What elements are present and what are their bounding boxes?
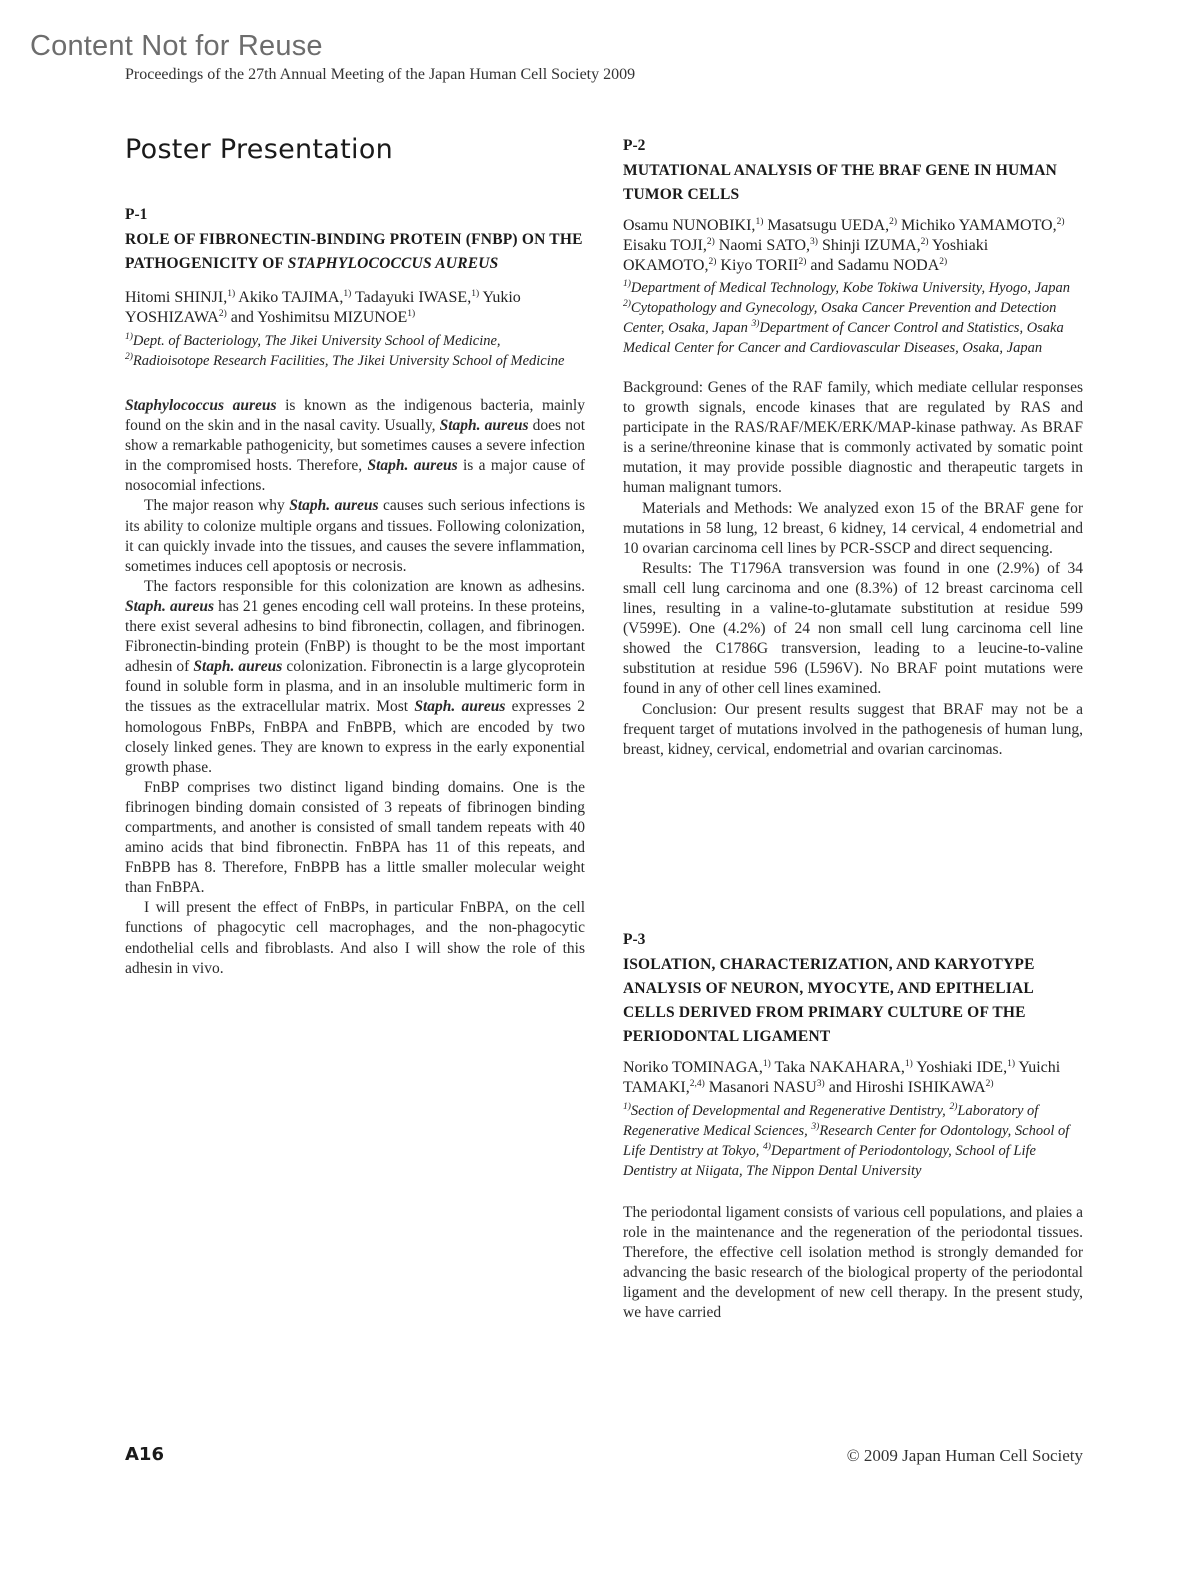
page-number: A16 [125,1444,164,1465]
affiliation-text: Laboratory of Regenerative Medical Sciences, [623,1103,1039,1139]
author-affiliation-mark: 2) [889,217,898,227]
affiliation-text: Cytopathology and Gynecology, Osaka Cancer Prevention and Detection Center, Osaka, Japan [623,300,1057,336]
author-name: Yuichi TAMAKI, [623,1059,1061,1096]
author-affiliation-mark: 2) [1056,217,1065,227]
affiliation-list [623,1101,1083,1181]
author-affiliation-mark: 1) [343,289,352,299]
author-name: and Hiroshi ISHIKAWA [828,1079,986,1096]
paragraph [623,559,1083,700]
author-affiliation-mark: 2) [985,1079,994,1089]
author-name: Hitomi SHINJI, [125,289,228,306]
watermark: Content Not for Reuse [30,30,323,62]
author-affiliation-mark: 2,4) [689,1079,705,1089]
paragraph [623,700,1083,760]
abstract-body [623,378,1083,760]
abstract-p1 [125,206,585,979]
affiliation-text: Dept. of Bacteriology, The Jikei University School of Medicine, [132,333,501,349]
affiliation-mark: 1) [125,332,133,342]
affiliation-mark: 2) [623,299,631,309]
author-affiliation-mark: 1) [762,1059,771,1069]
author-affiliation-mark: 2) [920,237,929,247]
species-name: Staph. aureus [367,457,458,475]
author-name: Tadayuki IWASE, [355,289,472,306]
affiliation-text: Department of Cancer Control and Statistics, Osaka Medical Center for Cancer and Cardiovascular Diseases, Osaka, Japan [623,320,1064,356]
author-name: Masatsugu UEDA, [767,217,890,234]
title-main: ISOLATION, CHARACTERIZATION, AND KARYOTYPE ANALYSIS OF NEURON, MYOCYTE, AND EPITHELIAL CELLS DERIVED FROM PRIMARY CULTURE OF THE PERIODONTAL LIGAMENT [623,956,1035,1045]
author-list [623,216,1083,276]
author-name: Yoshiaki OKAMOTO, [623,237,989,274]
affiliation-text: Department of Periodontology, School of Life Dentistry at Niigata, The Nippon Dental University [623,1143,1036,1179]
text-run: causes such serious infections is its ability to colonize multiple organs and tissues. Following colonization, it can quickly invade into the tissues, and causes the severe inflammation, sometimes induces cell apoptosis or necrosis. [125,497,585,575]
abstract-id: P-1 [125,206,148,223]
affiliation-text: Department of Medical Technology, Kobe Tokiwa University, Hyogo, Japan [630,280,1071,296]
text-run: Conclusion: Our present results suggest that BRAF may not be a frequent target of mutations involved in the pathogenesis of human lung, breast, kidney, cervical, endometrial and ovarian carcinomas. [623,700,1083,758]
author-affiliation-mark: 3) [810,237,818,247]
text-run: I will present the effect of FnBPs, in particular FnBPA, on the cell functions of phagocytic cell macrophages, and the non-phagocytic endothelial cells and fibroblasts. And also I will show the role of this adhesin in vivo. [125,899,585,977]
affiliation-mark: 3) [811,1122,820,1132]
author-affiliation-mark: 2) [218,309,227,319]
title-main: ROLE OF FIBRONECTIN-BINDING PROTEIN (FNBP) ON THE PATHOGENICITY OF [125,231,583,272]
title-italic: STAPHYLOCOCCUS AUREUS [287,255,499,272]
author-affiliation-mark: 1) [1007,1059,1015,1069]
running-head: Proceedings of the 27th Annual Meeting of the Japan Human Cell Society 2009 [125,66,636,83]
text-run: does not show a remarkable pathogenicity, but sometimes causes a severe infection in the compromised hosts. Therefore, [125,417,586,475]
author-name: Taka NAKAHARA, [774,1059,905,1076]
affiliation-mark: 2) [949,1102,958,1112]
paragraph [125,396,585,496]
species-name: Staph. aureus [125,597,214,615]
author-name: Michiko YAMAMOTO, [901,217,1057,234]
author-name: and Sadamu NODA [810,257,940,274]
affiliation-mark: 3) [751,319,760,329]
author-name: Osamu NUNOBIKI, [623,217,756,234]
author-affiliation-mark: 1) [755,217,764,227]
abstract-title [623,159,1083,207]
species-name: Staph. aureus [289,497,379,515]
text-run: The factors responsible for this colonization are known as adhesins. [144,577,585,595]
author-name: Eisaku TOJI, [623,237,707,254]
paragraph [623,499,1083,559]
species-name: Staph. aureus [439,417,529,435]
author-affiliation-mark: 2) [798,257,807,267]
affiliation-text: Research Center for Odontology, School of Life Dentistry at Tokyo, [623,1123,1070,1159]
abstract-title [623,953,1083,1049]
text-run: colonization. Fibronectin is a large glycoprotein found in soluble form in plasma, and in an insoluble multimeric form in the tissues as the extracellular matrix. Most [125,658,585,716]
abstract-id: P-3 [623,931,646,948]
text-run: is a major cause of nosocomial infections. [125,457,585,495]
paragraph [623,378,1083,499]
author-affiliation-mark: 1) [471,289,480,299]
abstract-p3 [623,931,1083,1324]
abstract-p2 [623,137,1083,760]
author-affiliation-mark: 2) [708,257,717,267]
author-name: Akiko TAJIMA, [238,289,344,306]
author-affiliation-mark: 1) [904,1059,913,1069]
title-main: MUTATIONAL ANALYSIS OF THE BRAF GENE IN HUMAN TUMOR CELLS [623,162,1058,203]
species-name: Staphylococcus aureus [125,397,277,414]
species-name: Staph. aureus [414,698,506,716]
text-run: Results: The T1796A transversion was found in one (2.9%) of 34 small cell lung carcinoma and one (8.3%) of 12 breast carcinoma cell lines, resulting in a valine-to-glutamate substitution at residue 599 (V599E). One (4.2%) of 24 non small cell lung carcinoma cell line showed the C1786G transversion, leading to a leucine-to-valine substitution at residue 596 (L596V). No BRAF point mutations were found in any of other cell lines examined. [623,559,1083,698]
text-run: The major reason why [144,497,290,515]
author-name: Masanori NASU [708,1079,817,1096]
affiliation-list [125,331,585,371]
author-name: Shinji IZUMA, [821,237,921,254]
author-name: Naomi SATO, [718,237,811,254]
abstract-id: P-2 [623,137,646,154]
abstract-body [125,396,585,979]
text-run: Background: Genes of the RAF family, which mediate cellular responses to growth signals, encode kinases that are regulated by RAS and participate in the RAS/RAF/MEK/ERK/MAP-kinase pathway. As BRAF is a serine/threonine kinase that is commonly activated by somatic point mutation, it may provide possible diagnostic and therapeutic targets in human malignant tumors. [623,379,1083,497]
text-run: FnBP comprises two distinct ligand binding domains. One is the fibrinogen binding domain consisted of 3 repeats of fibrinogen binding compartments, and another is consisted of small tandem repeats with 40 amino acids that bind fibronectin. FnBPA has 11 of this repeats, and FnBPB has 8. Therefore, FnBPB has a little smaller molecular weight than FnBPA. [125,778,585,897]
affiliation-mark: 2) [125,352,133,362]
text-run: expresses 2 homologous FnBPs, FnBPA and FnBPB, which are encoded by two closely linked genes. They are known to express in the early exponential growth phase. [125,698,585,776]
author-name: Kiyo TORII [720,257,799,274]
species-name: Staph. aureus [193,658,283,676]
affiliation-mark: 1) [623,1102,631,1112]
author-list [623,1058,1083,1098]
text-run: The periodontal ligament consists of various cell populations, and plaies a role in the maintenance and the regeneration of the periodontal tissues. Therefore, the effective cell isolation method is strongly demanded for advancing the basic research of the biological property of the periodontal ligament and the development of new cell therapy. In the present study, we have carried [623,1204,1083,1322]
affiliation-mark: 1) [623,279,631,289]
author-affiliation-mark: 1) [227,289,236,299]
author-name: Yukio YOSHIZAWA [125,289,521,326]
text-run: has 21 genes encoding cell wall proteins. In these proteins, there exist several adhesins to bind fibronectin, collagen, and fibrinogen. Fibronectin-binding protein (FnBP) is thought to be the most important adhesin of [125,597,586,676]
text-run: is known as the indigenous bacteria, mainly found on the skin and in the nasal cavity. Usually, [125,397,585,435]
paragraph [125,496,585,576]
affiliation-text: Radioisotope Research Facilities, The Jikei University School of Medicine [132,353,565,369]
author-name: Noriko TOMINAGA, [623,1059,763,1076]
paragraph [125,898,585,978]
affiliation-list [623,278,1083,358]
author-affiliation-mark: 3) [816,1079,825,1089]
copyright: © 2009 Japan Human Cell Society [846,1446,1083,1465]
author-affiliation-mark: 2) [706,237,715,247]
affiliation-mark: 4) [763,1142,771,1152]
author-list [125,288,585,328]
author-affiliation-mark: 2) [939,257,948,267]
section-title: Poster Presentation [125,134,394,165]
abstract-body [623,1203,1083,1324]
text-run: Materials and Methods: We analyzed exon 15 of the BRAF gene for mutations in 58 lung, 12 breast, 6 kidney, 14 cervical, 4 endometrial and 10 ovarian carcinoma cell lines by PCR-SSCP and direct sequencing. [623,499,1083,557]
author-name: and Yoshimitsu MIZUNOE [230,309,408,326]
paragraph [623,1203,1083,1324]
paragraph [125,778,585,899]
paragraph [125,577,585,778]
affiliation-text: Section of Developmental and Regenerative Dentistry, [630,1103,946,1119]
author-affiliation-mark: 1) [407,309,416,319]
author-name: Yoshiaki IDE, [916,1059,1008,1076]
abstract-title [125,228,585,276]
